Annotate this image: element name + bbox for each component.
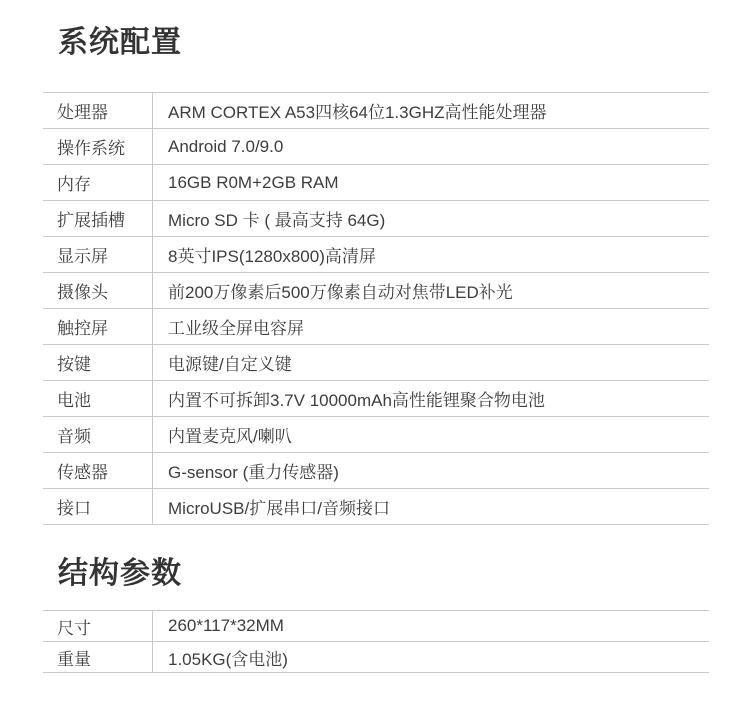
table-row [43, 93, 709, 129]
section-system-config [0, 24, 750, 525]
section-title-system-config: 系统配置 [58, 26, 182, 59]
section-title-structure-params: 结构参数 [58, 557, 182, 590]
spec-value: 16GB R0M+2GB RAM [168, 172, 339, 192]
spec-label: 接口 [43, 489, 153, 524]
spec-label: 摄像头 [43, 273, 153, 308]
spec-label: 传感器 [43, 453, 153, 488]
product-spec-page [0, 24, 750, 712]
spec-value: ARM CORTEX A53四核64位1.3GHZ高性能处理器 [168, 103, 547, 122]
table-row [43, 237, 709, 273]
spec-label: 电池 [43, 381, 153, 416]
spec-value: Android 7.0/9.0 [168, 136, 284, 156]
table-row [43, 201, 709, 237]
spec-value: 内置麦克风/喇叭 [168, 427, 292, 446]
spec-label: 扩展插槽 [43, 201, 153, 236]
spec-value: 工业级全屏电容屏 [168, 319, 304, 338]
spec-value: 电源键/自定义键 [168, 355, 292, 374]
spec-table-system-config [43, 92, 709, 525]
spec-label: 音频 [43, 417, 153, 452]
spec-value: Micro SD 卡 ( 最高支持 64G) [168, 211, 386, 230]
spec-value: MicroUSB/扩展串口/音频接口 [168, 499, 390, 518]
spec-label: 按键 [43, 345, 153, 380]
spec-value: 8英寸IPS(1280x800)高清屏 [168, 247, 376, 266]
spec-value: 内置不可拆卸3.7V 10000mAh高性能锂聚合物电池 [168, 391, 545, 410]
table-row [43, 381, 709, 417]
spec-label: 内存 [43, 165, 153, 200]
table-row [43, 453, 709, 489]
table-row [43, 129, 709, 165]
table-row [43, 273, 709, 309]
spec-table-structure-params [43, 610, 709, 673]
table-row [43, 345, 709, 381]
spec-value: 前200万像素后500万像素自动对焦带LED补光 [168, 283, 513, 302]
spec-label: 处理器 [43, 93, 153, 128]
table-row [43, 309, 709, 345]
table-row [43, 417, 709, 453]
table-row [43, 642, 709, 673]
spec-value: 1.05KG(含电池) [168, 649, 288, 669]
spec-value: 260*117*32MM [168, 616, 284, 635]
section-structure-params [0, 555, 750, 673]
spec-label: 尺寸 [43, 611, 153, 641]
spec-value: G-sensor (重力传感器) [168, 463, 339, 482]
table-row [43, 489, 709, 525]
spec-label: 重量 [43, 642, 153, 672]
spec-label: 操作系统 [43, 129, 153, 164]
spec-label: 显示屏 [43, 237, 153, 272]
table-row [43, 611, 709, 642]
spec-label: 触控屏 [43, 309, 153, 344]
table-row [43, 165, 709, 201]
